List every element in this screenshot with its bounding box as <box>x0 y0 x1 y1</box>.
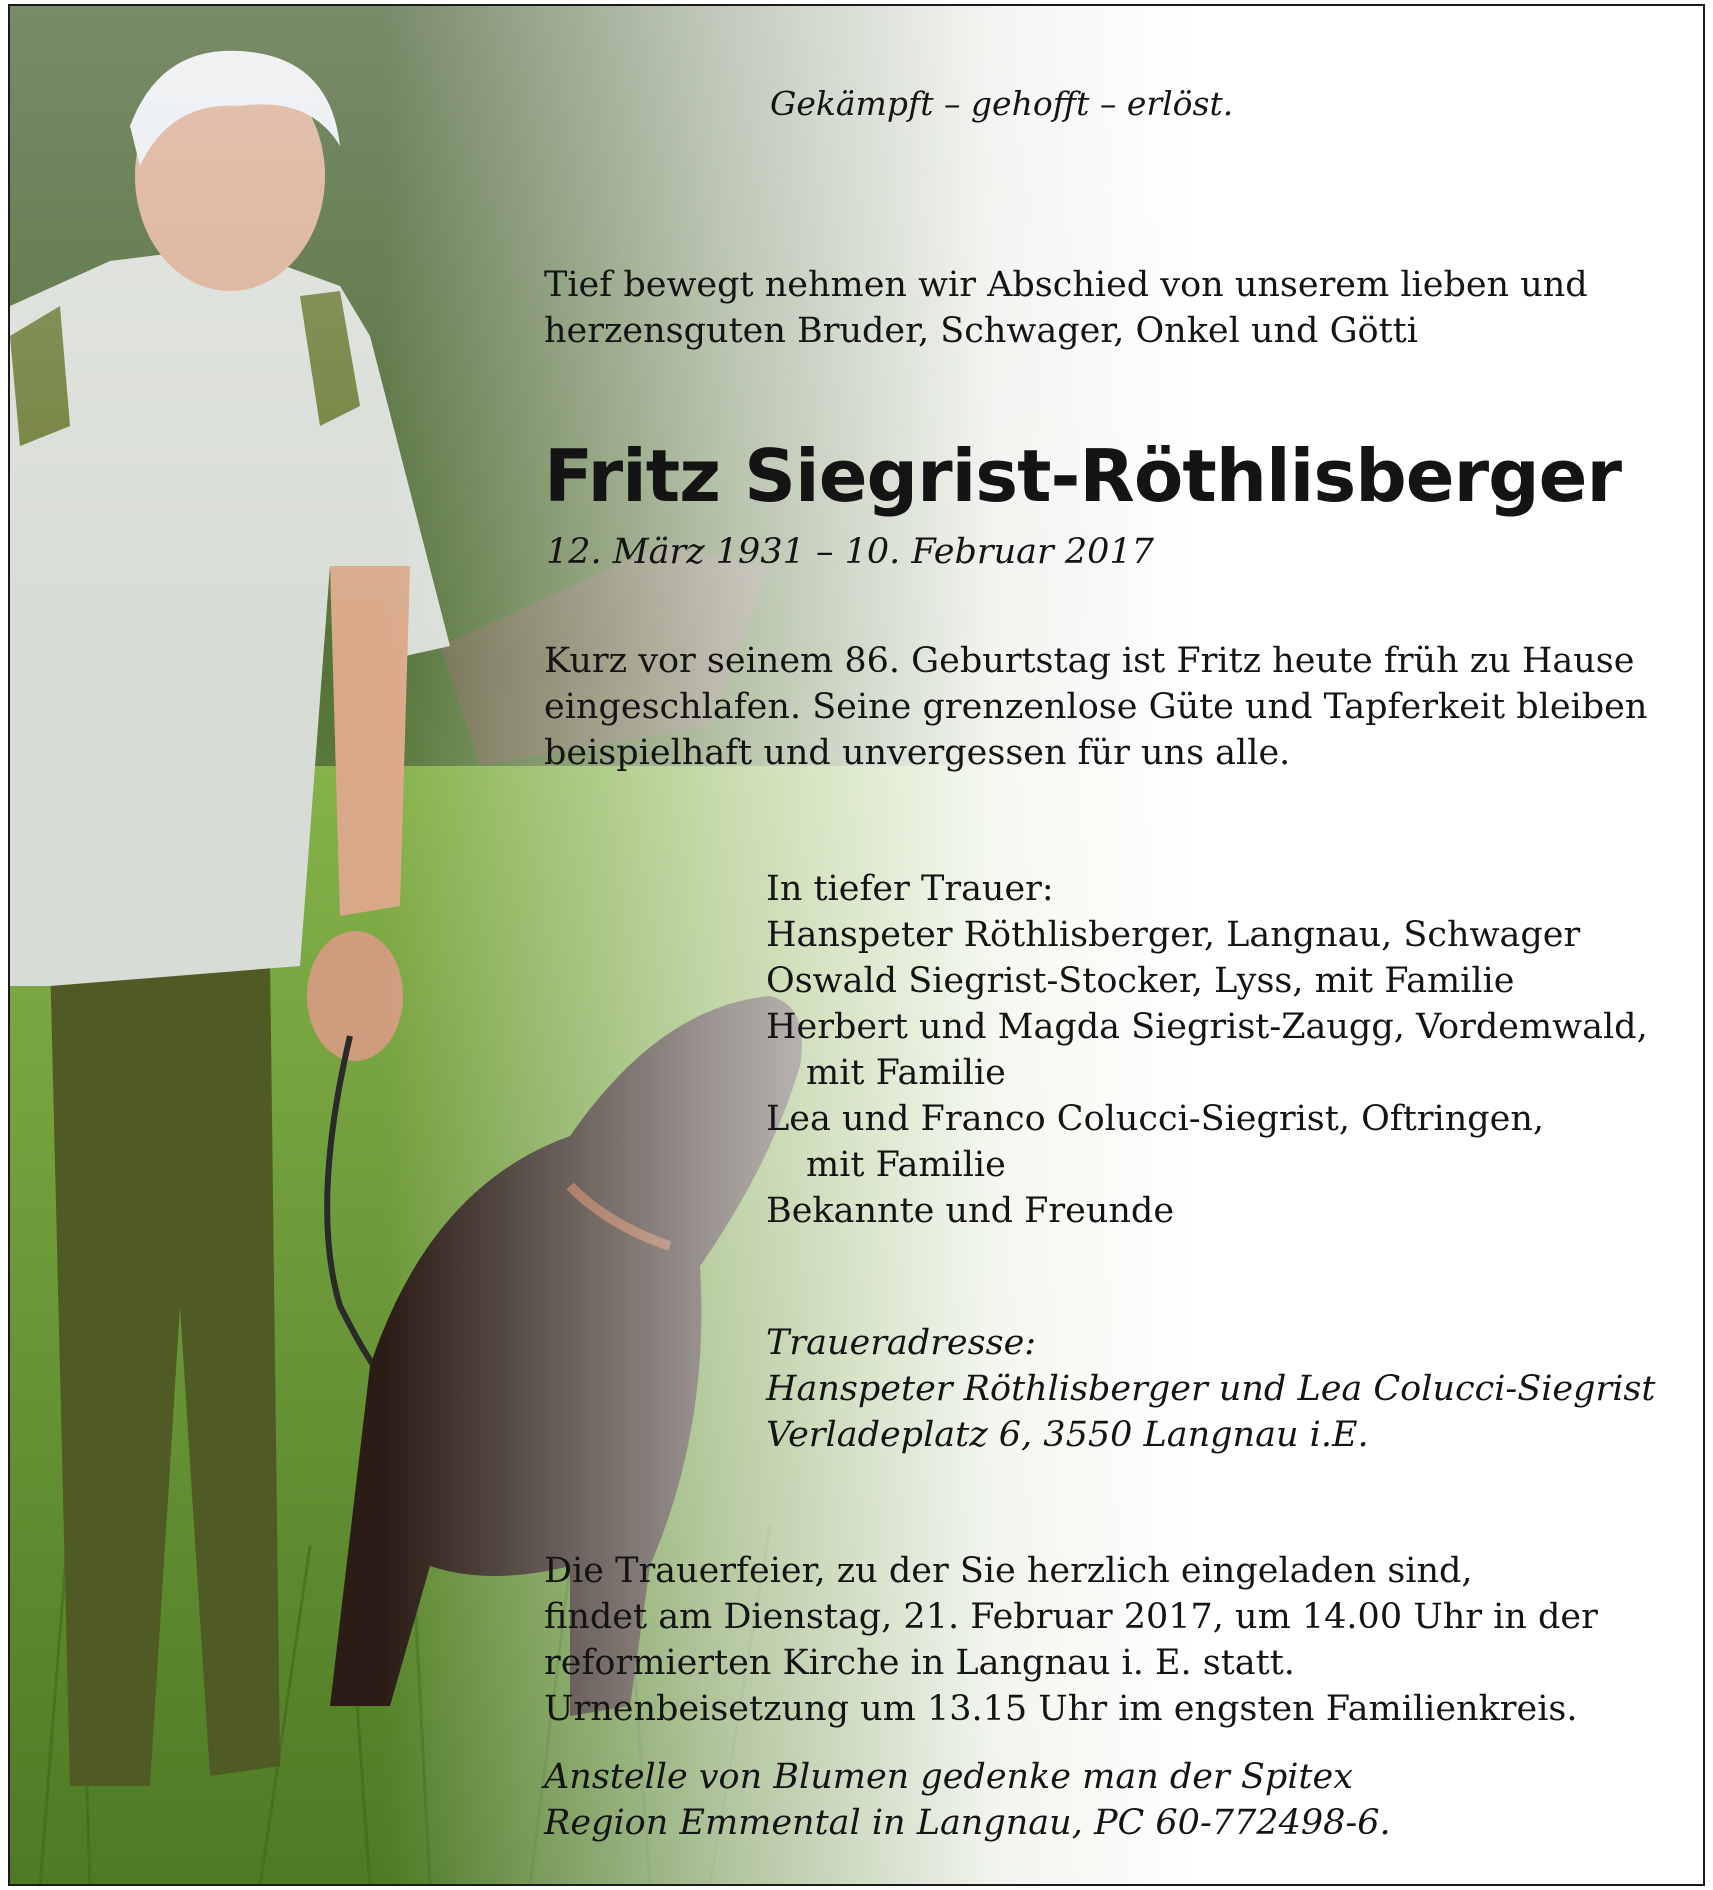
intro-line-2: herzensguten Bruder, Schwager, Onkel und Götti <box>544 311 1418 351</box>
mourning-address <box>766 1320 1655 1458</box>
mourner-line: Herbert und Magda Siegrist-Zaugg, Vordemwald, <box>766 1007 1648 1047</box>
obituary-card <box>8 4 1705 1886</box>
message-text <box>544 638 1647 776</box>
mourner-line: Bekannte und Freunde <box>766 1191 1175 1231</box>
message-line-2: eingeschlafen. Seine grenzenlose Güte und Tapferkeit bleiben <box>544 687 1648 727</box>
mourners-list <box>766 866 1648 1234</box>
donation-note <box>544 1754 1391 1846</box>
mourner-line: mit Familie <box>806 1145 1006 1185</box>
intro-text <box>544 262 1588 354</box>
donation-line-2: Region Emmental in Langnau, PC 60-772498-6. <box>544 1803 1391 1843</box>
service-line-1: Die Trauerfeier, zu der Sie herzlich eingeladen sind, <box>544 1551 1473 1591</box>
motto: Gekämpft – gehofft – erlöst. <box>770 84 1234 123</box>
address-heading: Traueradresse: <box>766 1323 1037 1363</box>
message-line-1: Kurz vor seinem 86. Geburtstag ist Fritz heute früh zu Hause <box>544 641 1635 681</box>
mourners-heading: In tiefer Trauer: <box>766 869 1054 909</box>
donation-line-1: Anstelle von Blumen gedenke man der Spitex <box>544 1757 1353 1797</box>
life-dates: 12. März 1931 – 10. Februar 2017 <box>546 532 1154 572</box>
service-details <box>544 1548 1598 1732</box>
address-line-1: Hanspeter Röthlisberger und Lea Colucci-Siegrist <box>766 1369 1656 1409</box>
service-line-4: Urnenbeisetzung um 13.15 Uhr im engsten Familienkreis. <box>544 1689 1578 1729</box>
mourner-line: Hanspeter Röthlisberger, Langnau, Schwager <box>766 915 1581 955</box>
mourner-line: Lea und Franco Colucci-Siegrist, Oftringen, <box>766 1099 1545 1139</box>
message-line-3: beispielhaft und unvergessen für uns alle. <box>544 733 1291 773</box>
mourner-line: Oswald Siegrist-Stocker, Lyss, mit Familie <box>766 961 1515 1001</box>
service-line-3: reformierten Kirche in Langnau i. E. statt. <box>544 1643 1295 1683</box>
deceased-name: Fritz Siegrist-Röthlisberger <box>544 434 1621 518</box>
service-line-2: findet am Dienstag, 21. Februar 2017, um 14.00 Uhr in der <box>544 1597 1598 1637</box>
intro-line-1: Tief bewegt nehmen wir Abschied von unserem lieben und <box>544 265 1588 305</box>
mourner-line: mit Familie <box>806 1053 1006 1093</box>
address-line-2: Verladeplatz 6, 3550 Langnau i.E. <box>766 1415 1369 1455</box>
